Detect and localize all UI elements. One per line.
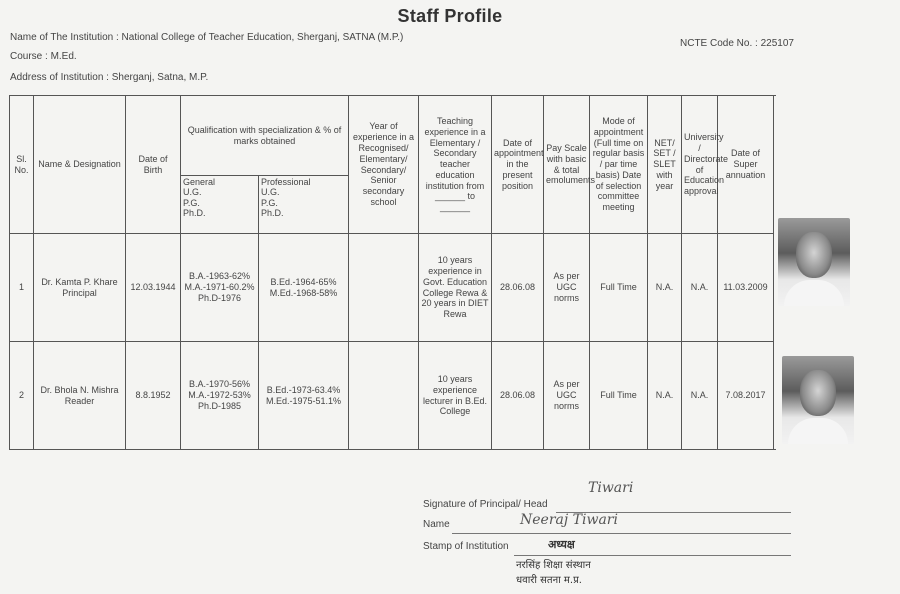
header-mode: Mode of appointment (Full time on regular basis / par time basis) Date of selection committee meeting [590, 96, 648, 234]
header-photo [774, 96, 776, 450]
name-label: Name [423, 519, 450, 530]
cell-sl: 2 [10, 342, 34, 450]
cell-dob: 12.03.1944 [126, 234, 181, 342]
cell-mode: Full Time [590, 342, 648, 450]
name-value: Neeraj Tiwari [520, 512, 618, 528]
cell-university: N.A. [682, 234, 718, 342]
table-row [10, 342, 776, 450]
ncte-code: NCTE Code No. : 225107 [680, 38, 794, 49]
cell-net: N.A. [648, 342, 682, 450]
institution-address: Address of Institution : Sherganj, Satna, M.P. [10, 72, 209, 83]
header-net: NET/ SET / SLET with year [648, 96, 682, 234]
staff-table [9, 95, 776, 450]
cell-mode: Full Time [590, 234, 648, 342]
header-experience: Year of experience in a Recognised/ Elementary/ Secondary/ Senior secondary school [349, 96, 419, 234]
table-row [10, 234, 776, 342]
cell-appointment: 28.06.08 [492, 234, 544, 342]
cell-payscale: As per UGC norms [544, 234, 590, 342]
cell-superannuation: 11.03.2009 [718, 234, 774, 342]
stamp-line-2: नरसिंह शिक्षा संस्थान [516, 560, 591, 571]
signature: Tiwari [588, 480, 634, 496]
cell-experience [349, 234, 419, 342]
staff-photo-1 [778, 218, 850, 306]
header-superannuation: Date of Super annuation [718, 96, 774, 234]
course: Course : M.Ed. [10, 51, 77, 62]
cell-teaching: 10 years experience lecturer in B.Ed. College [419, 342, 492, 450]
header-payscale: Pay Scale with basic & total emoluments [544, 96, 590, 234]
institution-name: Name of The Institution : National College of Teacher Education, Sherganj, SATNA (M.P.) [10, 32, 404, 43]
cell-experience [349, 342, 419, 450]
cell-university: N.A. [682, 342, 718, 450]
header-sl: Sl. No. [10, 96, 34, 234]
header-university: University / Directorate of Education approval [682, 96, 718, 234]
staff-photo-2 [782, 356, 854, 444]
signature-label: Signature of Principal/ Head [423, 499, 548, 510]
cell-general: B.A.-1970-56% M.A.-1972-53% Ph.D-1985 [181, 342, 259, 450]
stamp-line-3: धवारी सतना म.प्र. [516, 575, 582, 586]
cell-dob: 8.8.1952 [126, 342, 181, 450]
cell-sl: 1 [10, 234, 34, 342]
header-row [10, 96, 776, 176]
cell-general: B.A.-1963-62% M.A.-1971-60.2% Ph.D-1976 [181, 234, 259, 342]
header-general: General U.G. P.G. Ph.D. [181, 176, 259, 234]
header-appointment: Date of appointment in the present position [492, 96, 544, 234]
header-professional: Professional U.G. P.G. Ph.D. [259, 176, 349, 234]
page-title: Staff Profile [397, 6, 503, 26]
cell-appointment: 28.06.08 [492, 342, 544, 450]
cell-name: Dr. Bhola N. Mishra Reader [34, 342, 126, 450]
stamp-line-1: अध्यक्ष [548, 538, 575, 551]
header-name: Name & Designation [34, 96, 126, 234]
header-dob: Date of Birth [126, 96, 181, 234]
stamp-label: Stamp of Institution [423, 541, 509, 552]
cell-professional: B.Ed.-1973-63.4% M.Ed.-1975-51.1% [259, 342, 349, 450]
cell-net: N.A. [648, 234, 682, 342]
cell-payscale: As per UGC norms [544, 342, 590, 450]
cell-teaching: 10 years experience in Govt. Education College Rewa & 20 years in DIET Rewa [419, 234, 492, 342]
cell-professional: B.Ed.-1964-65% M.Ed.-1968-58% [259, 234, 349, 342]
header-qualification: Qualification with specialization & % of marks obtained [181, 96, 349, 176]
cell-superannuation: 7.08.2017 [718, 342, 774, 450]
cell-name: Dr. Kamta P. Khare Principal [34, 234, 126, 342]
header-teaching: Teaching experience in a Elementary / Secondary teacher education institution from ______ to ______ [419, 96, 492, 234]
